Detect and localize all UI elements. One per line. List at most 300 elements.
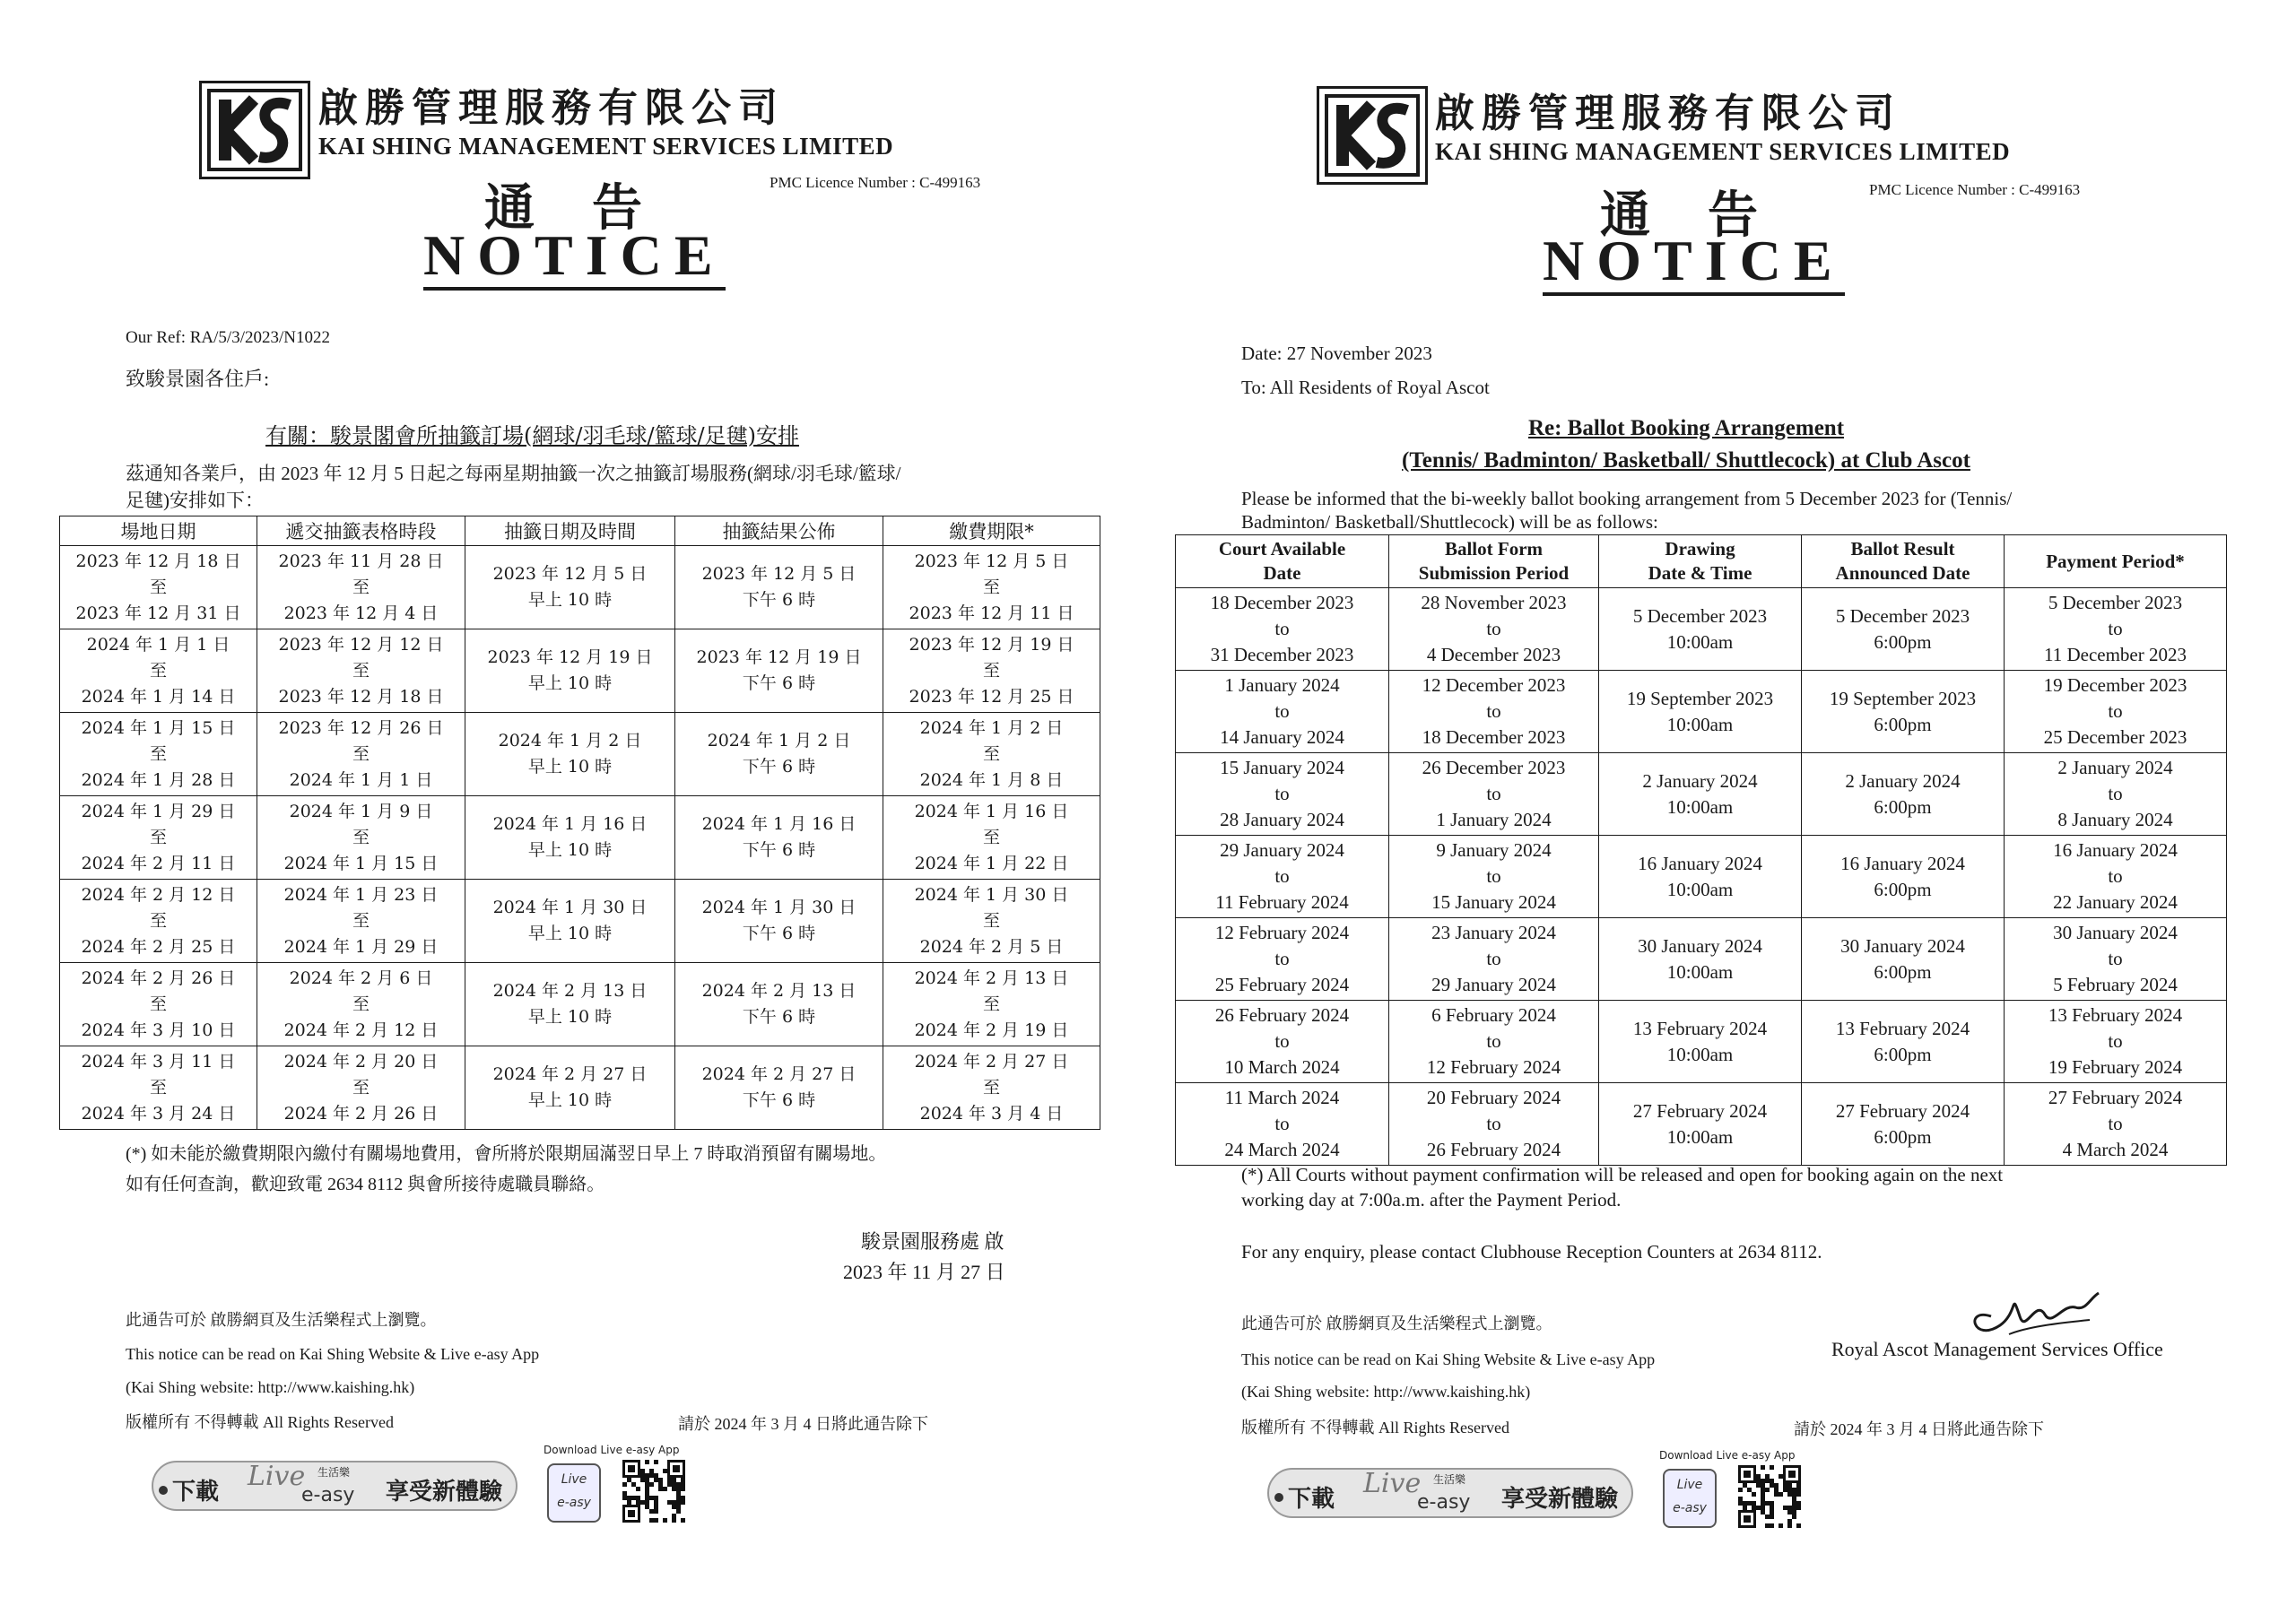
- cell-line: 18 December 2023: [1210, 592, 1354, 613]
- drawing-date-cell: [465, 546, 675, 629]
- payment-period-cell: [883, 796, 1100, 880]
- cell-line: 至: [982, 827, 1000, 847]
- cell-line: 至: [149, 577, 167, 597]
- table-row: [1176, 588, 2227, 671]
- banner-download-text: 下載: [172, 1479, 220, 1506]
- cell-line: 至: [352, 910, 370, 931]
- header-payment-period: 繳費期限*: [883, 516, 1100, 546]
- cell-line: 2024 年 1 月 16 日: [914, 801, 1069, 821]
- cell-line: 至: [982, 910, 1000, 931]
- payment-period-cell: [2005, 753, 2227, 836]
- cell-line: 2023 年 12 月 19 日: [696, 647, 862, 667]
- cell-line: 10 March 2024: [1224, 1056, 1340, 1078]
- submission-period-cell: [1389, 836, 1599, 918]
- intro-line-2: Badminton/ Basketball/Shuttlecock) will be as follows:: [1241, 511, 1658, 533]
- table-row: [60, 880, 1100, 963]
- cell-line: 2024 年 1 月 29 日: [81, 801, 236, 821]
- cell-line: 2023 年 12 月 12 日: [278, 634, 444, 655]
- banner-slogan-text: 享受新體驗: [386, 1479, 503, 1506]
- cell-line: 9 January 2024: [1436, 839, 1552, 861]
- table-row: [60, 629, 1100, 713]
- cell-line: 2024 年 2 月 27 日: [701, 1064, 857, 1084]
- cell-line: 2024 年 2 月 27 日: [914, 1051, 1069, 1072]
- notice-title-en: NOTICE: [423, 224, 726, 291]
- company-name-en: KAI SHING MANAGEMENT SERVICES LIMITED: [1435, 138, 2011, 165]
- company-name-en: KAI SHING MANAGEMENT SERVICES LIMITED: [318, 133, 894, 160]
- result-date-cell: [1802, 918, 2005, 1001]
- submission-period-cell: [257, 629, 465, 713]
- submission-period-cell: [1389, 588, 1599, 671]
- header-submission-period: 遞交抽籤表格時段: [257, 516, 465, 546]
- cell-line: 2024 年 2 月 19 日: [914, 1020, 1069, 1040]
- cell-line: 至: [149, 827, 167, 847]
- cell-line: 2024 年 1 月 1 日: [289, 769, 433, 790]
- cell-line: 2024 年 3 月 24 日: [81, 1103, 236, 1124]
- result-date-cell: [1802, 836, 2005, 918]
- submission-period-cell: [1389, 918, 1599, 1001]
- download-app-label: Download Live e-asy App: [1659, 1449, 1796, 1462]
- cell-line: 30 January 2024: [1840, 934, 1965, 957]
- removal-notice: 請於 2024 年 3 月 4 日將此通告除下: [1794, 1420, 2044, 1438]
- header-court-date: Court Available Date: [1176, 535, 1389, 588]
- payment-period-cell: [2005, 671, 2227, 753]
- cell-line: 2024 年 1 月 30 日: [492, 898, 648, 917]
- court-date-cell: [60, 713, 257, 796]
- result-date-cell: [1802, 671, 2005, 753]
- cell-line: 早上 10 時: [527, 1090, 613, 1110]
- submission-period-cell: [1389, 1001, 1599, 1083]
- app-icon-line-2: e-asy: [1673, 1501, 1707, 1515]
- cell-line: 11 December 2023: [2044, 644, 2187, 665]
- court-date-cell: [1176, 1001, 1389, 1083]
- notice-title-cn: 通告: [484, 178, 700, 238]
- table-row: [1176, 1083, 2227, 1166]
- cell-line: 早上 10 時: [527, 590, 613, 610]
- table-row: [1176, 753, 2227, 836]
- cell-line: 至: [982, 743, 1000, 764]
- signoff-office: 駿景園服務處 啟: [861, 1230, 1004, 1253]
- cell-line: 2023 年 12 月 25 日: [909, 686, 1074, 707]
- notice-title-en: NOTICE: [1543, 230, 1845, 296]
- cell-line: to: [2108, 865, 2123, 887]
- enquiry-line: For any enquiry, please contact Clubhouse Reception Counters at 2634 8112.: [1241, 1241, 1822, 1263]
- qr-code-icon[interactable]: [1738, 1465, 1801, 1528]
- removal-notice: 請於 2024 年 3 月 4 日將此通告除下: [678, 1415, 928, 1433]
- drawing-date-cell: [465, 1046, 675, 1130]
- cell-line: 至: [352, 994, 370, 1014]
- footnote-line-1: (*) All Courts without payment confirmation will be released and open for booking again on the next: [1241, 1164, 2004, 1185]
- banner-easy-text: e-asy: [301, 1484, 355, 1506]
- cell-line: 2024 年 2 月 12 日: [283, 1020, 439, 1040]
- table-row: [60, 963, 1100, 1046]
- cell-line: 下午 6 時: [742, 673, 816, 693]
- drawing-date-cell: [1599, 671, 1802, 753]
- cell-line: 12 February 2024: [1214, 922, 1350, 943]
- cell-line: 下午 6 時: [742, 1090, 816, 1110]
- cell-line: 下午 6 時: [742, 1007, 816, 1027]
- court-date-cell: [60, 963, 257, 1046]
- result-date-cell: [675, 796, 883, 880]
- cell-line: 10:00am: [1666, 1043, 1734, 1065]
- cell-line: 2024 年 3 月 11 日: [81, 1051, 236, 1072]
- cell-line: 16 January 2024: [1638, 852, 1762, 874]
- subject-line: 有關：駿景閣會所抽籤訂場(網球/羽毛球/籃球/足毽)安排: [265, 423, 799, 448]
- live-easy-app-icon[interactable]: [547, 1463, 601, 1523]
- cell-line: 5 February 2024: [2053, 974, 2178, 995]
- drawing-date-cell: [465, 713, 675, 796]
- cell-line: 2024 年 1 月 2 日: [498, 731, 642, 751]
- payment-period-cell: [883, 629, 1100, 713]
- cell-line: 16 January 2024: [2053, 839, 2178, 861]
- cell-line: 2024 年 2 月 13 日: [492, 981, 648, 1001]
- cell-line: 至: [149, 1077, 167, 1098]
- submission-period-cell: [1389, 1083, 1599, 1166]
- banner-slogan-text: 享受新體驗: [1501, 1486, 1619, 1513]
- cell-line: 11 February 2024: [1215, 891, 1349, 913]
- cell-line: 25 February 2024: [1214, 974, 1350, 995]
- payment-period-cell: [883, 880, 1100, 963]
- cell-line: 至: [982, 660, 1000, 681]
- cell-line: 26 February 2024: [1214, 1004, 1350, 1026]
- pmc-licence: PMC Licence Number : C-499163: [1869, 181, 2081, 198]
- read-notice-cn: 此通告可於 啟勝網頁及生活樂程式上瀏覽。: [1241, 1315, 1552, 1332]
- cell-line: to: [2108, 1030, 2123, 1052]
- cell-line: 28 January 2024: [1220, 809, 1344, 830]
- cell-line: to: [1486, 865, 1501, 887]
- payment-period-cell: [883, 713, 1100, 796]
- cell-line: 至: [982, 577, 1000, 597]
- cell-line: 12 February 2024: [1426, 1056, 1561, 1078]
- result-date-cell: [1802, 1001, 2005, 1083]
- company-name-cn: 啟勝管理服務有限公司: [1435, 91, 1901, 136]
- pmc-licence: PMC Licence Number : C-499163: [770, 174, 981, 191]
- intro-line-1: 茲通知各業戶，由 2023 年 12 月 5 日起之每兩星期抽籤一次之抽籤訂場服務(網球/羽毛球/籃球/: [126, 463, 901, 484]
- cell-line: 至: [352, 660, 370, 681]
- cell-line: 2024 年 1 月 22 日: [914, 853, 1069, 873]
- rights-line: 版權所有 不得轉載 All Rights Reserved: [126, 1413, 394, 1431]
- cell-line: 5 December 2023: [2048, 592, 2183, 613]
- payment-period-cell: [883, 1046, 1100, 1130]
- drawing-date-cell: [465, 963, 675, 1046]
- cell-line: to: [1274, 1113, 1290, 1134]
- intro-line-1: Please be informed that the bi-weekly ballot booking arrangement from 5 December 2023 for (Tennis/: [1241, 488, 2013, 509]
- banner-small-text: 生活樂: [317, 1466, 351, 1479]
- website-line: (Kai Shing website: http://www.kaishing.hk): [1241, 1383, 1531, 1401]
- cell-line: 2024 年 2 月 26 日: [81, 968, 236, 988]
- header-drawing-date: Drawing Date & Time: [1599, 535, 1802, 588]
- court-date-cell: [1176, 836, 1389, 918]
- result-date-cell: [1802, 588, 2005, 671]
- table-row: [60, 546, 1100, 629]
- cell-line: 2024 年 1 月 16 日: [492, 814, 648, 834]
- cell-line: 31 December 2023: [1210, 644, 1354, 665]
- cell-line: 5 December 2023: [1835, 604, 1970, 627]
- cell-line: 10:00am: [1666, 1125, 1734, 1148]
- court-date-cell: [1176, 588, 1389, 671]
- notice-page-english: [1148, 0, 2296, 1623]
- banner-small-text: 生活樂: [1433, 1473, 1466, 1486]
- enquiry-line: 如有任何查詢，歡迎致電 2634 8112 與會所接待處職員聯絡。: [126, 1175, 605, 1194]
- cell-line: 2023 年 12 月 18 日: [75, 551, 241, 571]
- cell-line: 至: [149, 743, 167, 764]
- cell-line: 至: [149, 994, 167, 1014]
- table-header-row: [1176, 535, 2227, 588]
- cell-line: 2024 年 3 月 10 日: [81, 1020, 236, 1040]
- cell-line: 2023 年 12 月 11 日: [909, 603, 1074, 623]
- cell-line: 10:00am: [1666, 713, 1734, 735]
- qr-code-icon[interactable]: [622, 1460, 685, 1523]
- app-icon-line-1: Live: [1676, 1478, 1703, 1492]
- live-easy-banner[interactable]: [151, 1444, 518, 1521]
- cell-line: 2024 年 1 月 2 日: [919, 717, 1064, 738]
- drawing-date-cell: [1599, 918, 1802, 1001]
- cell-line: 早上 10 時: [527, 840, 613, 860]
- drawing-date-cell: [1599, 836, 1802, 918]
- intro-line-2: 足毽)安排如下：: [126, 490, 264, 511]
- cell-line: 至: [149, 660, 167, 681]
- live-easy-banner[interactable]: [1266, 1451, 1634, 1528]
- signoff-office: Royal Ascot Management Services Office: [1831, 1338, 2163, 1360]
- payment-period-cell: [2005, 588, 2227, 671]
- cell-line: 6:00pm: [1874, 1043, 1932, 1065]
- read-notice-cn: 此通告可於 啟勝網頁及生活樂程式上瀏覽。: [126, 1311, 437, 1329]
- cell-line: 至: [149, 910, 167, 931]
- cell-line: to: [1486, 948, 1501, 969]
- drawing-date-cell: [1599, 1001, 1802, 1083]
- cell-line: to: [1274, 948, 1290, 969]
- result-date-cell: [675, 1046, 883, 1130]
- cell-line: 至: [352, 743, 370, 764]
- cell-line: 19 December 2023: [2043, 674, 2187, 696]
- cell-line: to: [1274, 618, 1290, 639]
- cell-line: 2024 年 1 月 15 日: [283, 853, 439, 873]
- live-easy-app-icon[interactable]: [1663, 1469, 1717, 1528]
- cell-line: 12 December 2023: [1422, 674, 1566, 696]
- cell-line: 13 February 2024: [1835, 1017, 1970, 1039]
- court-date-cell: [1176, 671, 1389, 753]
- submission-period-cell: [257, 796, 465, 880]
- cell-line: 24 March 2024: [1224, 1139, 1340, 1160]
- cell-line: 2024 年 2 月 13 日: [701, 981, 857, 1001]
- submission-period-cell: [1389, 671, 1599, 753]
- payment-period-cell: [883, 546, 1100, 629]
- company-name-cn: 啟勝管理服務有限公司: [318, 85, 785, 131]
- payment-period-cell: [2005, 836, 2227, 918]
- result-date-cell: [675, 546, 883, 629]
- cell-line: 11 March 2024: [1224, 1087, 1340, 1108]
- cell-line: 29 January 2024: [1220, 839, 1344, 861]
- cell-line: 早上 10 時: [527, 1007, 613, 1027]
- cell-line: 27 February 2024: [2048, 1087, 2183, 1108]
- court-date-cell: [60, 796, 257, 880]
- cell-line: 至: [352, 1077, 370, 1098]
- cell-line: 13 February 2024: [1632, 1017, 1768, 1039]
- cell-line: 早上 10 時: [527, 757, 613, 777]
- notice-date: Date: 27 November 2023: [1241, 343, 1432, 364]
- cell-line: 13 February 2024: [2048, 1004, 2183, 1026]
- table-row: [60, 713, 1100, 796]
- cell-line: 2024 年 1 月 1 日: [86, 634, 230, 655]
- cell-line: to: [1274, 865, 1290, 887]
- cell-line: 6:00pm: [1874, 795, 1932, 818]
- cell-line: 19 September 2023: [1829, 687, 1977, 709]
- subject-line-1: Re: Ballot Booking Arrangement: [1527, 416, 1845, 440]
- cell-line: 15 January 2024: [1431, 891, 1556, 913]
- rights-line: 版權所有 不得轉載 All Rights Reserved: [1241, 1419, 1509, 1436]
- header-drawing-date: 抽籤日期及時間: [465, 516, 675, 546]
- cell-line: 10:00am: [1666, 630, 1734, 653]
- cell-line: 19 September 2023: [1626, 687, 1774, 709]
- header-payment-period: Payment Period*: [2005, 535, 2227, 588]
- payment-period-cell: [2005, 1001, 2227, 1083]
- cell-line: 6:00pm: [1874, 960, 1932, 983]
- cell-line: 2023 年 12 月 26 日: [278, 717, 444, 738]
- cell-line: 早上 10 時: [527, 924, 613, 943]
- subject-line-2: (Tennis/ Badminton/ Basketball/ Shuttlecock) at Club Ascot: [1402, 448, 1970, 473]
- cell-line: 1 January 2024: [1436, 809, 1552, 830]
- cell-line: 2024 年 2 月 11 日: [81, 853, 236, 873]
- cell-line: 22 January 2024: [2053, 891, 2178, 913]
- result-date-cell: [675, 713, 883, 796]
- payment-period-cell: [2005, 918, 2227, 1001]
- kai-shing-logo: [199, 81, 310, 179]
- notice-title-cn: 通告: [1600, 186, 1815, 245]
- drawing-date-cell: [1599, 1083, 1802, 1166]
- app-icon-line-2: e-asy: [557, 1496, 591, 1510]
- cell-line: 8 January 2024: [2057, 809, 2173, 830]
- cell-line: 2 January 2024: [2057, 757, 2173, 778]
- cell-line: to: [1274, 783, 1290, 804]
- cell-line: to: [2108, 1113, 2123, 1134]
- court-date-cell: [60, 546, 257, 629]
- cell-line: 2024 年 1 月 15 日: [81, 717, 236, 738]
- cell-line: 16 January 2024: [1840, 852, 1965, 874]
- cell-line: 2024 年 2 月 6 日: [289, 968, 433, 988]
- cell-line: 2024 年 1 月 28 日: [81, 769, 236, 790]
- cell-line: 28 November 2023: [1421, 592, 1567, 613]
- submission-period-cell: [257, 880, 465, 963]
- cell-line: 6:00pm: [1874, 1125, 1932, 1148]
- cell-line: 2024 年 1 月 14 日: [81, 686, 236, 707]
- cell-line: 25 December 2023: [2043, 726, 2187, 748]
- cell-line: 2024 年 1 月 8 日: [919, 769, 1064, 790]
- cell-line: 5 December 2023: [1632, 604, 1768, 627]
- court-date-cell: [60, 880, 257, 963]
- banner-download-text: 下載: [1288, 1486, 1335, 1513]
- submission-period-cell: [257, 713, 465, 796]
- cell-line: 29 January 2024: [1431, 974, 1556, 995]
- cell-line: 6:00pm: [1874, 713, 1932, 735]
- kai-shing-logo: [1317, 86, 1428, 185]
- cell-line: to: [2108, 948, 2123, 969]
- greeting: 致駿景園各住戶:: [126, 368, 270, 390]
- court-date-cell: [1176, 753, 1389, 836]
- table-row: [1176, 1001, 2227, 1083]
- cell-line: 26 December 2023: [1422, 757, 1566, 778]
- result-date-cell: [1802, 753, 2005, 836]
- cell-line: 10:00am: [1666, 960, 1734, 983]
- cell-line: 2024 年 1 月 29 日: [283, 936, 439, 957]
- cell-line: to: [1486, 700, 1501, 722]
- cell-line: 6:00pm: [1874, 878, 1932, 900]
- header-result-date: Ballot Result Announced Date: [1802, 535, 2005, 588]
- cell-line: 2024 年 1 月 9 日: [289, 801, 433, 821]
- drawing-date-cell: [465, 796, 675, 880]
- cell-line: 27 February 2024: [1835, 1099, 1970, 1122]
- header-result-date: 抽籤結果公佈: [675, 516, 883, 546]
- schedule-table-en: [1175, 534, 2227, 1166]
- cell-line: 2024 年 2 月 20 日: [283, 1051, 439, 1072]
- cell-line: 30 January 2024: [2053, 922, 2178, 943]
- payment-period-cell: [883, 963, 1100, 1046]
- cell-line: 2024 年 1 月 2 日: [707, 731, 851, 751]
- cell-line: 2023 年 12 月 19 日: [909, 634, 1074, 655]
- cell-line: 26 February 2024: [1426, 1139, 1561, 1160]
- cell-line: 下午 6 時: [742, 924, 816, 943]
- cell-line: 2023 年 12 月 5 日: [492, 564, 648, 584]
- addressee: To: All Residents of Royal Ascot: [1241, 377, 1490, 398]
- court-date-cell: [60, 1046, 257, 1130]
- cell-line: 1 January 2024: [1224, 674, 1340, 696]
- cell-line: 下午 6 時: [742, 840, 816, 860]
- cell-line: 30 January 2024: [1638, 934, 1762, 957]
- reference-number: Our Ref: RA/5/3/2023/N1022: [126, 328, 330, 347]
- cell-line: 15 January 2024: [1220, 757, 1344, 778]
- cell-line: to: [1486, 1113, 1501, 1134]
- cell-line: 2024 年 2 月 25 日: [81, 936, 236, 957]
- cell-line: 至: [982, 994, 1000, 1014]
- cell-line: to: [2108, 618, 2123, 639]
- cell-line: 2023 年 11 月 28 日: [278, 551, 444, 571]
- signoff-date: 2023 年 11 月 27 日: [843, 1261, 1005, 1283]
- cell-line: to: [2108, 783, 2123, 804]
- cell-line: 2024 年 2 月 27 日: [492, 1064, 648, 1084]
- download-app-label: Download Live e-asy App: [544, 1444, 680, 1456]
- cell-line: 2024 年 1 月 30 日: [701, 898, 857, 917]
- app-icon-line-1: Live: [561, 1472, 587, 1487]
- table-header-row: [60, 516, 1100, 546]
- banner-easy-text: e-asy: [1417, 1491, 1471, 1514]
- cell-line: 2023 年 12 月 4 日: [283, 603, 439, 623]
- table-row: [60, 796, 1100, 880]
- cell-line: 19 February 2024: [2048, 1056, 2183, 1078]
- drawing-date-cell: [465, 880, 675, 963]
- result-date-cell: [675, 963, 883, 1046]
- cell-line: 6 February 2024: [1431, 1004, 1556, 1026]
- footnote-line-2: working day at 7:00a.m. after the Payment Period.: [1241, 1189, 1622, 1211]
- cell-line: 下午 6 時: [742, 590, 816, 610]
- result-date-cell: [1802, 1083, 2005, 1166]
- footnote: (*) 如未能於繳費期限內繳付有關場地費用，會所將於限期屆滿翌日早上 7 時取消預留有關場地。: [126, 1144, 887, 1164]
- drawing-date-cell: [465, 629, 675, 713]
- cell-line: 早上 10 時: [527, 673, 613, 693]
- cell-line: 至: [352, 827, 370, 847]
- cell-line: 至: [982, 1077, 1000, 1098]
- cell-line: to: [1274, 700, 1290, 722]
- table-row: [1176, 836, 2227, 918]
- cell-line: to: [1486, 618, 1501, 639]
- drawing-date-cell: [1599, 588, 1802, 671]
- drawing-date-cell: [1599, 753, 1802, 836]
- cell-line: to: [1274, 1030, 1290, 1052]
- cell-line: to: [1486, 1030, 1501, 1052]
- payment-period-cell: [2005, 1083, 2227, 1166]
- schedule-table-cn: [59, 516, 1100, 1130]
- cell-line: 2024 年 1 月 30 日: [914, 884, 1069, 905]
- court-date-cell: [1176, 918, 1389, 1001]
- cell-line: 2023 年 12 月 5 日: [701, 564, 857, 584]
- cell-line: 14 January 2024: [1220, 726, 1344, 748]
